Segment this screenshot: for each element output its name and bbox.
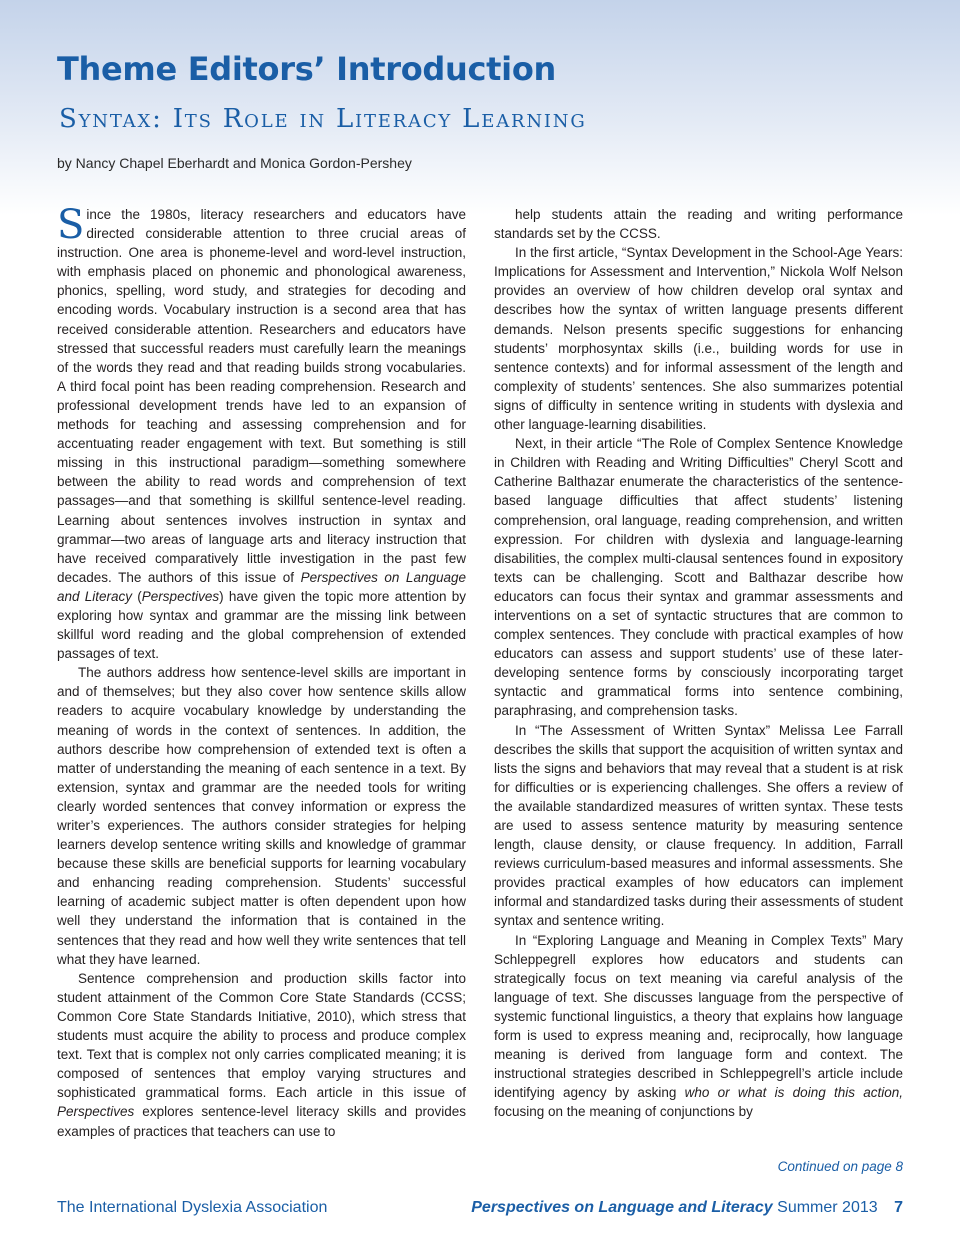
paragraph <box>494 721 903 931</box>
byline: by Nancy Chapel Eberhardt and Monica Gordon-Pershey <box>57 155 412 171</box>
italic-text: Perspectives <box>141 588 220 604</box>
text-run: help students attain the reading and writing performance standards set by the CCSS. <box>494 207 903 242</box>
footer-issue: Summer 2013 <box>777 1199 878 1216</box>
text-run: Sentence comprehension and production skills factor into student attainment of the Common Core State Standards (CCSS; Common Core State Standards Initiative, 2010), which stress that students must acquire the ability to process and produce complex text. Text that is complex not only carries complicated meaning; it is composed of sentences that employ varying structures and sophisticated grammatical forms. Each article in this issue of <box>57 970 466 1101</box>
paragraph <box>57 969 466 1141</box>
page-title: Theme Editors’ Introduction <box>57 50 556 88</box>
text-run: The authors address how sentence-level skills are important in and of themselves; but they also cover how sentence skills allow readers to acquire vocabulary knowledge by understanding the meaning of words in the context of sentences. In addition, the authors describe how comprehension of extended text is often a matter of understanding the meaning of each sentence in a text. By extension, syntax and grammar are the needed tools for writing clearly worded sentences that convey information or express the writer’s experiences. The authors consider strategies for helping learners develop sentence writing skills and knowledge of grammar because these skills are beneficial supports for learning vocabulary and enhancing reading comprehension. Students’ successful learning of academic subject matter is often dependent upon how well they understand the information that is contained in the sentences that they read and how well they write sentences that tell what they have learned. <box>57 665 466 967</box>
page-number: 7 <box>894 1199 903 1216</box>
italic-text: who or what is doing this action, <box>684 1085 903 1101</box>
text-run: In “Exploring Language and Meaning in Complex Texts” Mary Schleppegrell explores how educators and students can strategically focus on text meaning via careful analysis of the language of text. She discusses language from the perspective of systemic functional linguistics, a theory that explains how language form is used to express meaning and, reciprocally, how language meaning is derived from language form and context. The instructional strategies described in Schleppegrell’s article include identifying agency by asking <box>494 932 903 1101</box>
drop-cap: S <box>57 202 85 248</box>
paragraph <box>494 434 903 720</box>
text-run: explores sentence-level literacy skills and provides examples of practices that teachers can use to <box>57 1104 466 1139</box>
paragraph <box>57 663 466 969</box>
text-run: ) have given the topic more attention by exploring how syntax and grammar are the missing link between skillful word reading and the global comprehension of extended passages of text. <box>57 588 466 662</box>
page-subtitle: Syntax: Its Role in Literacy Learning <box>59 104 587 134</box>
footer-right <box>471 1199 903 1217</box>
paragraph <box>494 243 903 434</box>
paragraph <box>494 931 903 1122</box>
text-run: ( <box>132 588 142 604</box>
continued-link[interactable]: Continued on page 8 <box>777 1159 903 1174</box>
text-run: focusing on the meaning of conjunctions by <box>494 1104 753 1120</box>
italic-text: Perspectives <box>57 1104 135 1120</box>
paragraph <box>57 202 466 663</box>
text-run: ince the 1980s, literacy researchers and educators have directed considerable attention to three crucial areas of instruction. One area is phoneme-level and word-level instruction, with emphasis placed on phonemic and phonological awareness, phonics, spelling, word study, and strategies for decoding and encoding words. Vocabulary instruction is a second area that has received considerable attention. Researchers and educators have stressed that successful readers must carefully learn the meanings of the words they read and that reading builds strong vocabularies. A third focal point has been reading comprehension. Research and professional development trends have led to an expansion of methods for teaching and assessing comprehension and for accentuating reader engagement with text. But something is still missing in this instructional paradigm—something somewhere between the ability to read words and comprehension of text passages—and that something is skillful sentence-level reading. Learning about sentences involves instruction in syntax and grammar—two areas of language arts and literacy instruction that have received comparatively little investigation in the past few decades. The authors of this issue of <box>57 207 466 585</box>
text-run: Next, in their article “The Role of Complex Sentence Knowledge in Children with Reading and Writing Difficulties” Cheryl Scott and Catherine Balthazar enumerate the characteristics of the sentence-based language difficulties that affect students’ listening comprehension, oral language, reading comprehension, and written expression. For children with dyslexia and language-learning disabilities, the complex multi-clausal sentences found in expository texts can be challenging. Scott and Balthazar describe how educators can focus their syntax and grammar assessments and interventions on a set of syntactic structures that are common to complex sentences. They conclude with practical examples of how educators can assess and support students’ use of these later-developing sentence forms by consciously incorporating target syntactic and grammatical forms into sentence combining, paraphrasing, and comprehension tasks. <box>494 436 903 719</box>
footer-organization: The International Dyslexia Association <box>57 1199 328 1216</box>
article-column-left <box>57 202 466 1180</box>
article-column-right <box>494 205 903 1180</box>
text-run: In “The Assessment of Written Syntax” Melissa Lee Farrall describes the skills that support the acquisition of written syntax and lists the signs and behaviors that may reveal that a student is at risk for difficulties or is experiencing challenges. She offers a review of the available standardized measures of written syntax. These tests are used to assess sentence maturity by measuring sentence length, clause density, or clause frequency. In addition, Farrall reviews curriculum-based measures and informal assessments. She provides practical examples of how educators can implement informal and standardized tasks during their assessments of student syntax and sentence writing. <box>494 722 903 929</box>
paragraph <box>494 205 903 243</box>
text-run: In the first article, “Syntax Development in the School-Age Years: Implications for Assessment and Intervention,” Nickola Wolf Nelson provides an overview of how children develop oral syntax and describes how the syntax of written language presents different demands. Nelson presents specific suggestions for enhancing students’ morphosyntax skills (i.e., building words for use in sentence contexts) and for informal assessment of the length and complexity of students’ sentences. She also summarizes potential signs of difficulty in sentence writing in students with dyslexia and other language-learning disabilities. <box>494 245 903 433</box>
footer-journal: Perspectives on Language and Literacy <box>471 1199 773 1216</box>
italic-text: Perspectives on Language and Literacy <box>57 569 466 604</box>
